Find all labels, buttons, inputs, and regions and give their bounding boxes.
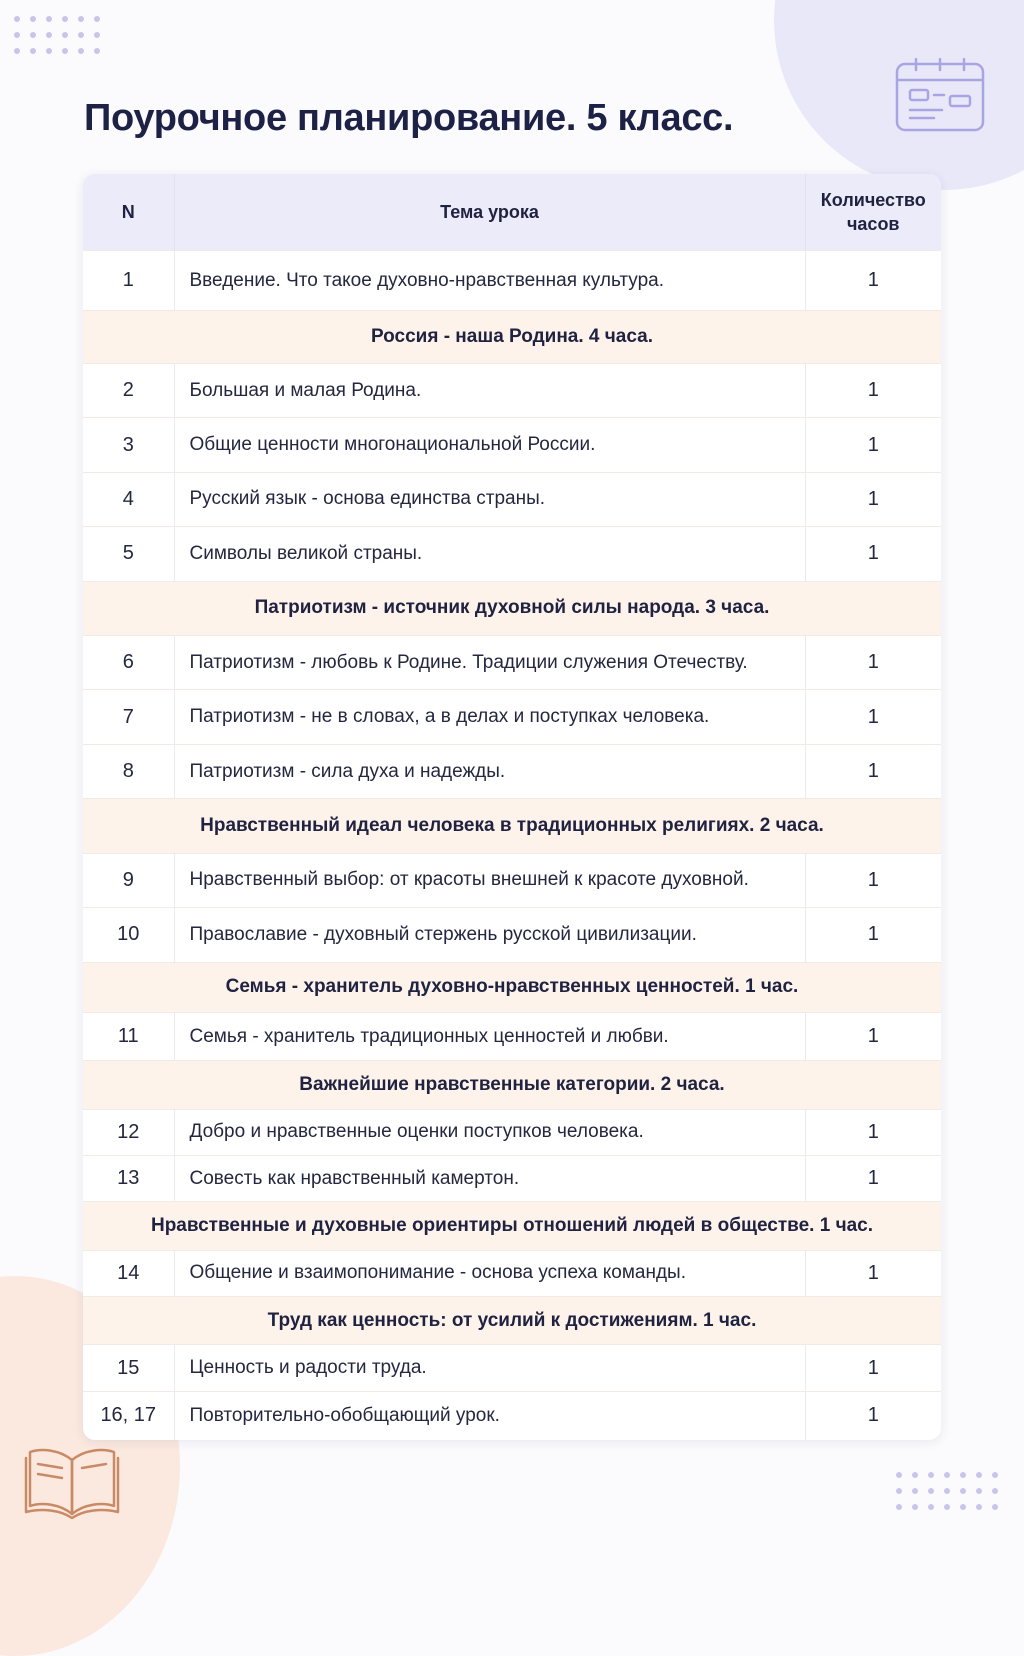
table-row (83, 853, 941, 907)
row-topic: Повторительно-обобщающий урок. (174, 1391, 805, 1440)
row-hours: 1 (805, 251, 941, 311)
row-number: 11 (83, 1012, 174, 1060)
open-book-icon (22, 1440, 122, 1522)
section-title: Важнейшие нравственные категории. 2 часа. (83, 1061, 941, 1109)
row-topic: Русский язык - основа единства страны. (174, 472, 805, 526)
row-topic: Добро и нравственные оценки поступков человека. (174, 1109, 805, 1155)
row-topic: Общение и взаимопонимание - основа успеха команды. (174, 1250, 805, 1296)
table-row (83, 690, 941, 744)
section-title: Труд как ценность: от усилий к достижениям. 1 час. (83, 1297, 941, 1345)
table-row (83, 472, 941, 526)
row-number: 9 (83, 853, 174, 907)
section-title: Нравственные и духовные ориентиры отношений людей в обществе. 1 час. (83, 1202, 941, 1250)
table-row (83, 1345, 941, 1391)
row-hours: 1 (805, 527, 941, 581)
header-hours: Количество часов (805, 174, 941, 251)
row-hours: 1 (805, 690, 941, 744)
row-topic: Патриотизм - сила духа и надежды. (174, 744, 805, 798)
row-number: 3 (83, 418, 174, 472)
section-row (83, 962, 941, 1012)
section-row (83, 1061, 941, 1109)
section-title: Нравственный идеал человека в традиционных религиях. 2 часа. (83, 799, 941, 853)
row-topic: Нравственный выбор: от красоты внешней к красоте духовной. (174, 853, 805, 907)
row-hours: 1 (805, 853, 941, 907)
row-number: 16, 17 (83, 1391, 174, 1440)
table-row (83, 1391, 941, 1440)
header-number: N (83, 174, 174, 251)
row-topic: Ценность и радости труда. (174, 1345, 805, 1391)
section-title: Патриотизм - источник духовной силы народа. 3 часа. (83, 581, 941, 635)
header-topic: Тема урока (174, 174, 805, 251)
row-hours: 1 (805, 1012, 941, 1060)
lesson-plan-table (83, 174, 941, 1440)
table-row (83, 527, 941, 581)
row-hours: 1 (805, 908, 941, 962)
section-row (83, 799, 941, 853)
row-hours: 1 (805, 1345, 941, 1391)
table-row (83, 1012, 941, 1060)
section-row (83, 1202, 941, 1250)
table-row (83, 363, 941, 417)
row-topic: Большая и малая Родина. (174, 363, 805, 417)
row-hours: 1 (805, 1156, 941, 1202)
table-row (83, 1109, 941, 1155)
row-hours: 1 (805, 1250, 941, 1296)
row-topic: Семья - хранитель традиционных ценностей и любви. (174, 1012, 805, 1060)
decor-dots-top-left (14, 16, 100, 54)
table-row (83, 251, 941, 311)
table-row (83, 908, 941, 962)
row-number: 14 (83, 1250, 174, 1296)
row-topic: Введение. Что такое духовно-нравственная культура. (174, 251, 805, 311)
row-topic: Патриотизм - любовь к Родине. Традиции служения Отечеству. (174, 635, 805, 689)
page-title: Поурочное планирование. 5 класс. (84, 97, 734, 139)
row-number: 7 (83, 690, 174, 744)
row-number: 1 (83, 251, 174, 311)
table-header-row (83, 174, 941, 251)
row-hours: 1 (805, 1109, 941, 1155)
section-title: Россия - наша Родина. 4 часа. (83, 311, 941, 363)
row-number: 13 (83, 1156, 174, 1202)
row-topic: Общие ценности многонациональной России. (174, 418, 805, 472)
table-row (83, 744, 941, 798)
row-hours: 1 (805, 1391, 941, 1440)
row-topic: Патриотизм - не в словах, а в делах и поступках человека. (174, 690, 805, 744)
row-number: 15 (83, 1345, 174, 1391)
row-number: 8 (83, 744, 174, 798)
row-number: 10 (83, 908, 174, 962)
row-topic: Совесть как нравственный камертон. (174, 1156, 805, 1202)
calendar-icon (894, 58, 986, 134)
row-hours: 1 (805, 363, 941, 417)
row-hours: 1 (805, 472, 941, 526)
table-row (83, 1156, 941, 1202)
row-number: 5 (83, 527, 174, 581)
row-hours: 1 (805, 418, 941, 472)
row-number: 12 (83, 1109, 174, 1155)
row-hours: 1 (805, 635, 941, 689)
row-number: 2 (83, 363, 174, 417)
row-number: 4 (83, 472, 174, 526)
table-row (83, 1250, 941, 1296)
decor-dots-bottom-right (896, 1472, 998, 1510)
table-row (83, 418, 941, 472)
section-title: Семья - хранитель духовно-нравственных ценностей. 1 час. (83, 962, 941, 1012)
row-topic: Символы великой страны. (174, 527, 805, 581)
row-hours: 1 (805, 744, 941, 798)
row-topic: Православие - духовный стержень русской цивилизации. (174, 908, 805, 962)
section-row (83, 581, 941, 635)
section-row (83, 311, 941, 363)
row-number: 6 (83, 635, 174, 689)
table-row (83, 635, 941, 689)
section-row (83, 1297, 941, 1345)
